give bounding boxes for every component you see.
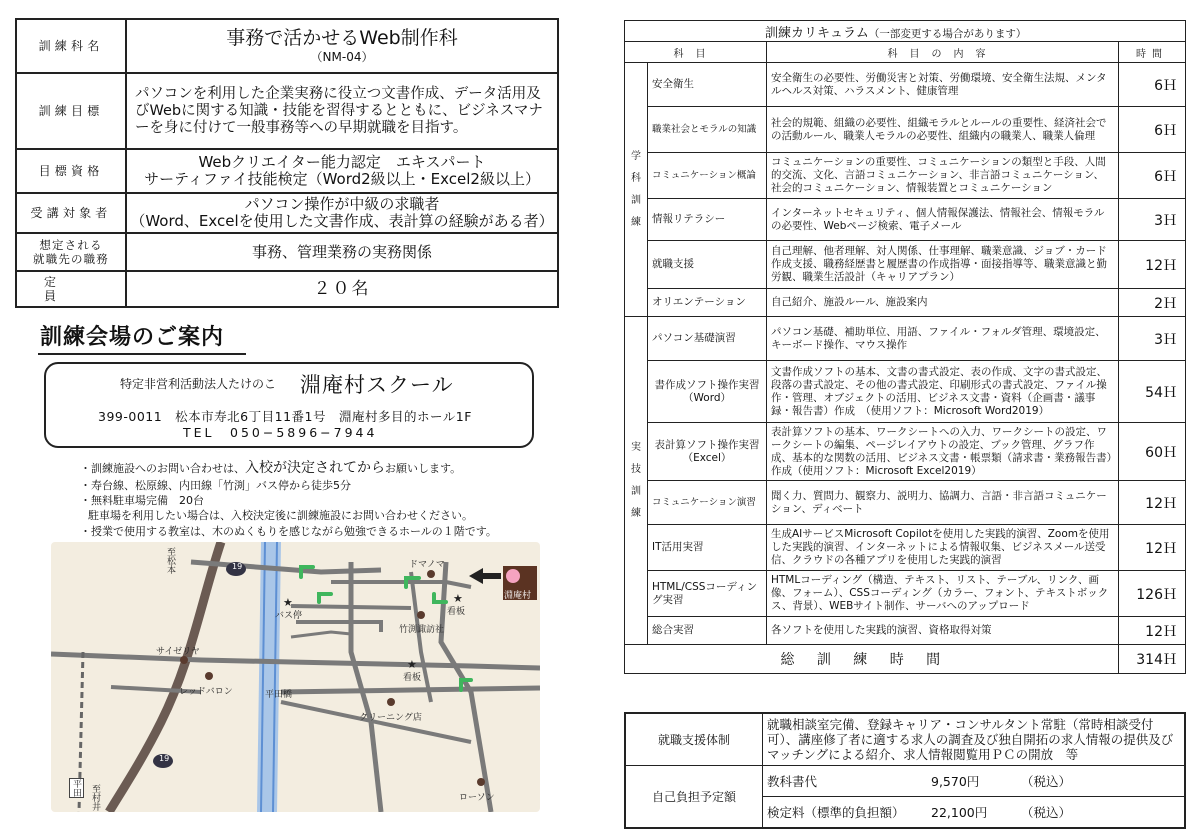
road <box>281 688 540 692</box>
arrow-green <box>319 594 331 602</box>
curriculum-title-row <box>625 21 1186 42</box>
capacity-row <box>16 271 558 307</box>
course-label: 訓練科名 <box>16 19 126 73</box>
qualification-line-2: サーティファイ技能検定（Word2級以上・Excel2級以上） <box>144 170 540 188</box>
exam-fee-tax: （税込） <box>1021 804 1072 820</box>
label-kanban-1: 看板 <box>447 607 466 617</box>
cost-row <box>625 765 1185 796</box>
qualification-line-1: Webクリエイター能力認定 エキスパート <box>198 153 486 171</box>
row-subject: オリエンテーション <box>648 289 767 317</box>
group-label-theory: 学科訓練 <box>631 150 641 228</box>
row-subject: 職業社会とモラルの知識 <box>648 107 767 153</box>
row-hours: 12Ｈ <box>1119 241 1186 289</box>
curriculum-title-note: （一部変更する場合があります） <box>868 27 1027 40</box>
target-label: 受講対象者 <box>16 193 126 233</box>
exam-fee-label: 検定料（標準的負担額） <box>767 804 905 820</box>
row-subject: IT活用実習 <box>648 525 767 571</box>
row-subject: コミュニケーション概論 <box>648 153 767 199</box>
row-subject: 安全衛生 <box>648 63 767 107</box>
row-subject: 総合実習 <box>648 617 767 645</box>
label-takebuchi-shrine: 竹渕諏訪社 <box>399 625 445 635</box>
curriculum-table <box>624 20 1186 674</box>
label-hiratabashi: 平田橋 <box>265 690 293 700</box>
row-content: 社会的規範、組織の必要性、組織モラルとルールの重要性、経済社会での活動ルール、職業人モラルの必要性、組織内の職業人、職業人倫理 <box>767 107 1119 153</box>
course-code: （NM-04） <box>310 49 374 64</box>
exam-fee: 22,100円 <box>931 804 988 820</box>
curriculum-row <box>625 617 1186 645</box>
row-content: 自己理解、他者理解、対人関係、仕事理解、職業意識、ジョブ・カード作成支援、職務経歴書と履歴書の作成指導・面接指導等、職業意識と勤労観、職業生活設計（キャリアプラン） <box>767 241 1119 289</box>
logo-mark <box>506 569 520 583</box>
row-hours: 12Ｈ <box>1119 525 1186 571</box>
venue-address: 399-0011 松本市寿北6丁目11番1号 淵庵村多目的ホール1F <box>98 409 472 424</box>
label-kanban-2: 看板 <box>403 673 422 683</box>
row-subject: コミュニケーション演習 <box>648 481 767 525</box>
row-content: パソコン基礎、補助単位、用語、ファイル・フォルダ管理、環境設定、キーボード操作、マウス操作 <box>767 317 1119 361</box>
note-parking: ・無料駐車場完備 20台 <box>80 494 204 507</box>
pin-saizeriya <box>180 656 188 664</box>
note-classroom: ・授業で使用する教室は、木のぬくもりを感じながら勉強できるホールの１階です。 <box>80 525 497 538</box>
curriculum-row <box>625 63 1186 107</box>
curriculum-row <box>625 199 1186 241</box>
jobs-text: 事務、管理業務の実務関係 <box>126 233 558 271</box>
course-name-row <box>16 19 558 73</box>
row-subject: パソコン基礎演習 <box>648 317 767 361</box>
note-parking-contact: 駐車場を利用したい場合は、入校決定後に訓練施設にお問い合わせください。 <box>88 509 473 522</box>
header-subject: 科目 <box>625 42 767 63</box>
venue-heading: 訓練会場のご案内 <box>40 325 225 350</box>
curriculum-row <box>625 423 1186 481</box>
curriculum-total-row <box>625 645 1186 674</box>
row-subject: 情報リテラシー <box>648 199 767 241</box>
row-subject: 表計算ソフト操作実習（Excel） <box>648 423 767 481</box>
label-lawson: ローソン <box>459 793 495 803</box>
label-red-baron: レッドバロン <box>179 687 233 697</box>
row-subject: HTML/CSSコーディング実習 <box>648 571 767 617</box>
pin-shrine <box>417 611 425 619</box>
curriculum-row <box>625 525 1186 571</box>
jobs-label-2: 就職先の職務 <box>33 252 109 266</box>
curriculum-row <box>625 361 1186 423</box>
header-content: 科目の内容 <box>767 42 1119 63</box>
note-inquiry-post: お願いします。 <box>385 462 462 475</box>
textbook-fee-tax: （税込） <box>1021 773 1072 789</box>
note-inquiry-pre: ・訓練施設へのお問い合わせは、 <box>80 462 245 475</box>
row-content: 安全衛生の必要性、労働災害と対策、労働環境、安全衛生法規、メンタルヘルス対策、ハラスメント、健康管理 <box>767 63 1119 107</box>
row-hours: 54Ｈ <box>1119 361 1186 423</box>
star-icon: ★ <box>283 596 293 609</box>
row-hours: 3Ｈ <box>1119 317 1186 361</box>
curriculum-row <box>625 289 1186 317</box>
label-saizeriya: サイゼリヤ <box>156 647 200 657</box>
label-logo: 淵庵村 <box>504 591 532 601</box>
row-hours: 6Ｈ <box>1119 63 1186 107</box>
label-bus-stop: バス停 <box>275 611 303 621</box>
capacity-value: ２０名 <box>126 271 558 307</box>
row-hours: 60Ｈ <box>1119 423 1186 481</box>
goal-label: 訓練目標 <box>16 73 126 149</box>
access-map <box>51 542 540 812</box>
textbook-fee-label: 教科書代 <box>767 773 818 789</box>
pin-cleaning <box>387 698 395 706</box>
support-text: 就職相談室完備、登録キャリア・コンサルタント常駐（常時相談受付可）、講座修了者に適する求人の調査及び独自開拓の求人情報の提供及びマッチングによる紹介、求人情報閲覧用ＰＣの開放 等 <box>763 713 1186 765</box>
row-hours: 6Ｈ <box>1119 107 1186 153</box>
row-content: 各ソフトを使用した実践的演習、資格取得対策 <box>767 617 1119 645</box>
target-line-2: （Word、Excelを使用した文書作成、表計算の経験がある者） <box>130 212 554 230</box>
goal-text: パソコンを利用した企業実務に役立つ文書作成、データ活用及びWebに関する知識・技能を習得するとともに、ビジネスマナーを身に付けて一般事務等への早期就職を目指す。 <box>126 73 558 149</box>
goal-row <box>16 73 558 149</box>
row-hours: 12Ｈ <box>1119 481 1186 525</box>
curriculum-row <box>625 241 1186 289</box>
row-hours: 126Ｈ <box>1119 571 1186 617</box>
row-content: 自己紹介、施設ルール、施設案内 <box>767 289 1119 317</box>
header-hours: 時間 <box>1119 42 1186 63</box>
pin-domanoma <box>427 570 435 578</box>
capacity-label: 定 員 <box>16 271 126 307</box>
main-road-19 <box>109 542 221 812</box>
row-content: HTMLコーディング（構造、テキスト、リスト、テーブル、リンク、画像、フォーム）、CSSコーディング（カラー、フォント、テキストボックス、背景）、WEBサイト制作、サーバへのアップロード <box>767 571 1119 617</box>
row-content: 文書作成ソフトの基本、文書の書式設定、表の作成、文字の書式設定、段落の書式設定、その他の書式設定、印刷形式の書式設定、ファイル操作・管理、オブジェクトの活用、ビジネス文書・資料（企画書・議事録・報告書）作成 （使用ソフト：Microsoft Word2019） <box>767 361 1119 423</box>
road <box>51 654 540 668</box>
row-content: 生成AIサービスMicrosoft Copilotを使用した実践的演習、Zoomを使用した実践的演習、インターネットによる情報収集、ビジネスメール送受信、クラウドの各種アプリを使用した実践的演習 <box>767 525 1119 571</box>
arrow-pointer-icon <box>469 568 501 584</box>
row-content: インターネットセキュリティ、個人情報保護法、情報社会、情報モラルの必要性、Webページ検索、電子メール <box>767 199 1119 241</box>
label-domanoma: ドマノマ <box>409 560 445 570</box>
qualification-label: 目標資格 <box>16 149 126 193</box>
curriculum-row <box>625 481 1186 525</box>
label-shibamoto: 至松本 <box>165 547 175 574</box>
jobs-label-1: 想定される <box>39 238 103 252</box>
group-label-practice: 実技訓練 <box>631 441 641 519</box>
curriculum-header-row <box>625 42 1186 63</box>
venue-tel: TEL 050−5896−7944 <box>183 425 378 440</box>
qualification-row <box>16 149 558 193</box>
map-roads <box>51 542 540 812</box>
org-name: 特定非営利活動法人たけのこ <box>120 377 277 391</box>
row-hours: 2Ｈ <box>1119 289 1186 317</box>
note-inquiry <box>80 457 461 477</box>
note-bus: ・寿台線、松原線、内田線「竹渕」バス停から徒歩5分 <box>80 479 351 492</box>
target-row <box>16 193 558 233</box>
school-name: 淵庵村スクール <box>300 373 454 397</box>
pin-lawson <box>477 778 485 786</box>
curriculum-title: 訓練カリキュラム <box>765 25 869 41</box>
support-row <box>625 713 1185 765</box>
target-line-1: パソコン操作が中級の求職者 <box>244 195 440 213</box>
cost-label: 自己負担予定額 <box>625 765 763 828</box>
road <box>351 562 381 812</box>
pin-red-baron <box>205 672 213 680</box>
label-shiomura: 至村井 <box>90 784 100 811</box>
support-label: 就職支援体制 <box>625 713 763 765</box>
course-info-table <box>15 18 559 308</box>
curriculum-row <box>625 107 1186 153</box>
curriculum-row <box>625 317 1186 361</box>
course-name: 事務で活かせるWeb制作科 <box>226 26 458 49</box>
note-inquiry-emphasis: 入校が決定されてから <box>245 460 385 476</box>
row-content: 聞く力、質問力、観察力、説明力、協調力、言語・非言語コミュニケーション、ディベート <box>767 481 1119 525</box>
row-subject: 就職支援 <box>648 241 767 289</box>
row-content: コミュニケーションの重要性、コミュニケーションの類型と手段、人間的交流、文化、言語コミュニケーション、非言語コミュニケーション、社会的コミュニケーション、情報装置とコミュニケーション <box>767 153 1119 199</box>
row-hours: 3Ｈ <box>1119 199 1186 241</box>
label-route19-a: 19 <box>232 562 243 571</box>
star-icon: ★ <box>453 592 463 605</box>
curriculum-row <box>625 571 1186 617</box>
textbook-fee: 9,570円 <box>931 773 980 789</box>
row-hours: 6Ｈ <box>1119 153 1186 199</box>
row-content: 表計算ソフトの基本、ワークシートへの入力、ワークシートの設定、ワークシートの編集、ページレイアウトの設定、ブック管理、グラフ作成、基本的な関数の活用、ビジネス文書・帳票類（請求書・業務報告書）作成（使用ソフト：Microsoft Excel2019） <box>767 423 1119 481</box>
support-table <box>624 712 1186 829</box>
jobs-row <box>16 233 558 271</box>
row-hours: 12Ｈ <box>1119 617 1186 645</box>
label-route19-b: 19 <box>159 754 170 763</box>
label-hirata-station: 平田 <box>69 778 84 798</box>
label-cleaning: クリーニング店 <box>359 713 422 723</box>
total-hours: 314Ｈ <box>1119 645 1186 674</box>
venue-heading-underline <box>38 353 246 355</box>
row-subject: 書作成ソフト操作実習（Word） <box>648 361 767 423</box>
road <box>296 622 381 632</box>
road <box>291 632 351 637</box>
star-icon: ★ <box>407 658 417 671</box>
total-label: 総訓練時間 <box>625 645 1119 674</box>
curriculum-row <box>625 153 1186 199</box>
